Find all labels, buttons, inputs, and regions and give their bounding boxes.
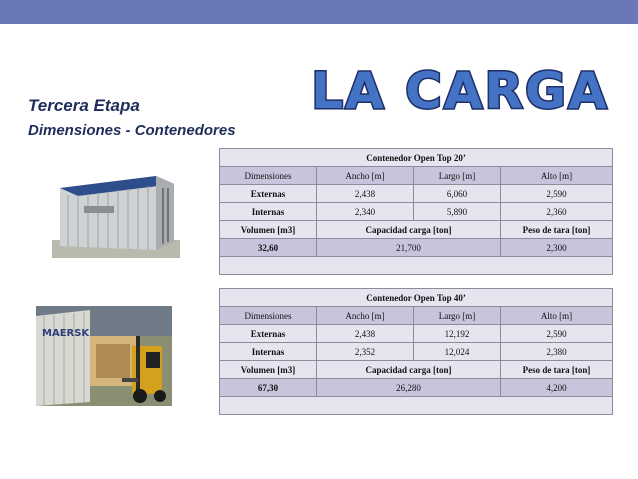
- cell: 2,360: [501, 203, 613, 221]
- cell: 12,024: [414, 343, 501, 361]
- cell: 32,60: [220, 239, 317, 257]
- row-label: Internas: [220, 343, 317, 361]
- cell: 2,300: [501, 239, 613, 257]
- table-row: [220, 185, 613, 203]
- cell: 2,340: [317, 203, 414, 221]
- table-row: [220, 343, 613, 361]
- cell: 5,890: [414, 203, 501, 221]
- container-40ft-table: [219, 288, 613, 415]
- header-cell: Alto [m]: [501, 307, 613, 325]
- row-label: Externas: [220, 185, 317, 203]
- header-cell: Ancho [m]: [317, 307, 414, 325]
- container-20ft-table: [219, 148, 613, 275]
- cell: 21,700: [317, 239, 501, 257]
- header-cell: Dimensiones: [220, 167, 317, 185]
- heading-stage: Tercera Etapa: [28, 96, 140, 115]
- table-volume-header-row: [220, 361, 613, 379]
- header-cell: Capacidad carga [ton]: [317, 361, 501, 379]
- cell: 2,590: [501, 185, 613, 203]
- row-label: Internas: [220, 203, 317, 221]
- svg-text:MAERSK: MAERSK: [42, 328, 90, 339]
- cell: 2,380: [501, 343, 613, 361]
- empty-row: [220, 397, 613, 415]
- table-title: Contenedor Open Top 40’: [220, 289, 613, 307]
- heading-subtitle: Dimensiones - Contenedores: [28, 122, 236, 139]
- header-cell: Largo [m]: [414, 307, 501, 325]
- header-cell: Largo [m]: [414, 167, 501, 185]
- cell: 2,438: [317, 185, 414, 203]
- table-volume-header-row: [220, 221, 613, 239]
- header-cell: Peso de tara [ton]: [501, 361, 613, 379]
- table-volume-row: [220, 379, 613, 397]
- header-cell: Ancho [m]: [317, 167, 414, 185]
- cell: 67,30: [220, 379, 317, 397]
- container-40ft-photo: [36, 306, 172, 406]
- container-20ft-photo: [48, 162, 184, 262]
- slide-title: LA CARGA: [311, 62, 609, 120]
- table-row: [220, 203, 613, 221]
- table-row: [220, 325, 613, 343]
- header-cell: Capacidad carga [ton]: [317, 221, 501, 239]
- header-cell: Alto [m]: [501, 167, 613, 185]
- cell: 12,192: [414, 325, 501, 343]
- cell: 4,200: [501, 379, 613, 397]
- cell: 6,060: [414, 185, 501, 203]
- row-label: Externas: [220, 325, 317, 343]
- header-cell: Volumen [m3]: [220, 221, 317, 239]
- header-cell: Peso de tara [ton]: [501, 221, 613, 239]
- cell: 26,280: [317, 379, 501, 397]
- table-header-row: [220, 167, 613, 185]
- cell: 2,438: [317, 325, 414, 343]
- table-volume-row: [220, 239, 613, 257]
- table-header-row: [220, 307, 613, 325]
- header-cell: Volumen [m3]: [220, 361, 317, 379]
- empty-row: [220, 257, 613, 275]
- slide-title-art: [311, 58, 609, 120]
- header-cell: Dimensiones: [220, 307, 317, 325]
- cell: 2,590: [501, 325, 613, 343]
- top-bar: [0, 0, 638, 24]
- cell: 2,352: [317, 343, 414, 361]
- table-title: Contenedor Open Top 20’: [220, 149, 613, 167]
